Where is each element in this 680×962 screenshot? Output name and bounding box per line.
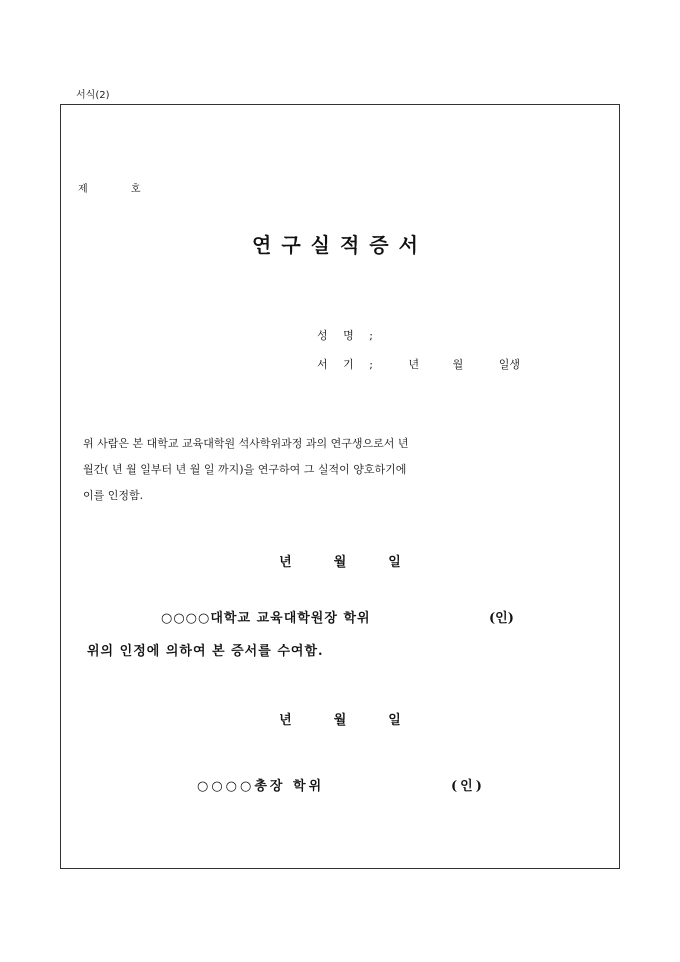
form-code-label: 서식(2) <box>76 90 110 101</box>
certificate-title: 연구실적증서 <box>252 233 428 257</box>
president-signature: ○○○○총장 학위 <box>197 779 325 794</box>
birth-month: 월 <box>452 358 464 371</box>
name-label: 성 명 ; <box>317 329 379 342</box>
birth-field <box>317 356 520 372</box>
grant-statement: 위의 인정에 의하여 본 증서를 수여함. <box>87 644 324 659</box>
body-line-1: 위 사람은 본 대학교 교육대학원 석사학위과정 과의 연구생으로서 년 <box>83 437 409 450</box>
date2-year: 년 <box>279 713 292 728</box>
date1-month: 월 <box>333 555 347 570</box>
certificate-frame <box>60 104 620 869</box>
dean-seal: (인) <box>489 611 514 626</box>
body-line-2: 월간( 년 월 일부터 년 월 일 까지)을 연구하여 그 실적이 양호하기에 <box>83 463 407 476</box>
president-seal: (인) <box>451 779 485 794</box>
date2-day: 일 <box>388 713 401 728</box>
name-field <box>317 327 379 343</box>
issue-date-1 <box>61 551 619 570</box>
issue-date-2 <box>61 709 619 728</box>
document-number-label: 제 호 <box>78 184 161 195</box>
date2-month: 월 <box>333 713 347 728</box>
date1-year: 년 <box>279 555 292 570</box>
date1-day: 일 <box>388 555 401 570</box>
body-line-3: 이를 인정함. <box>83 489 144 502</box>
birth-day: 일생 <box>498 358 520 371</box>
birth-year: 년 <box>408 358 420 371</box>
certificate-body <box>83 431 603 509</box>
birth-label: 서 기 ; <box>317 358 379 371</box>
dean-signature: ○○○○대학교 교육대학원장 학위 <box>161 611 371 626</box>
